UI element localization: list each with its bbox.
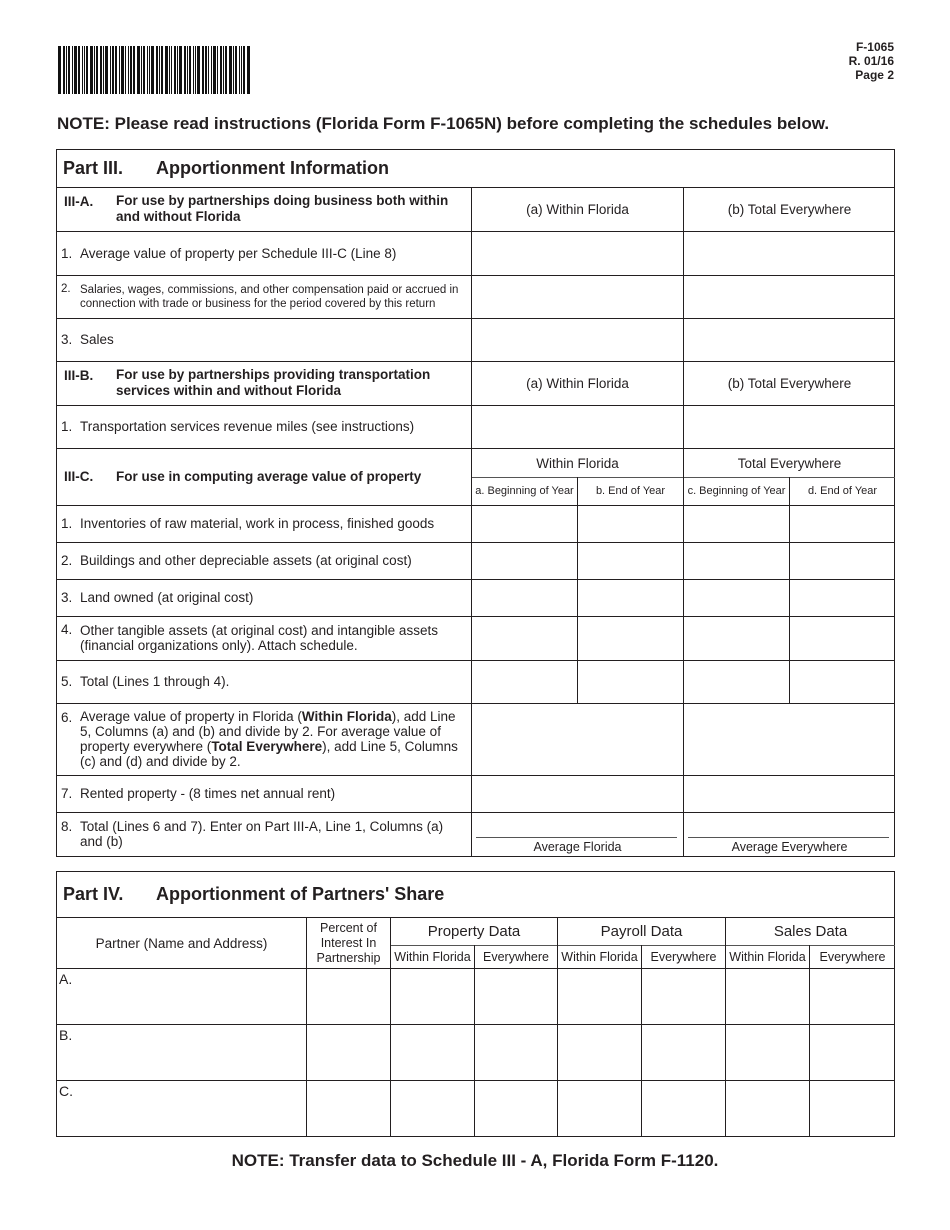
field-3c-3-d[interactable] — [790, 580, 895, 616]
col-percent-interest: Percent of Interest In Partnership — [316, 920, 381, 965]
part4-heading — [63, 872, 444, 917]
field-3c-7-everywhere[interactable] — [684, 776, 895, 812]
barcode-bar — [66, 46, 67, 94]
barcode-bar — [94, 46, 95, 94]
barcode-bar — [220, 46, 222, 94]
col-3c-within-florida: Within Florida — [536, 455, 619, 471]
field-3b-1-within[interactable] — [472, 406, 683, 448]
barcode-bar — [208, 46, 209, 94]
barcode-bar — [90, 46, 93, 94]
barcode-bar — [187, 46, 188, 94]
barcode-bar — [78, 46, 80, 94]
line-3a-2: 2. Salaries, wages, commissions, and other compensation paid or accrued in connection with trade or business for the period covered by this return — [61, 283, 459, 310]
col-payroll-within: Within Florida — [561, 949, 638, 964]
barcode-bar — [130, 46, 132, 94]
col-property-everywhere: Everywhere — [483, 949, 549, 964]
barcode-bar — [82, 46, 83, 94]
field-3c-1-d[interactable] — [790, 506, 895, 542]
field-3c-4-b[interactable] — [578, 617, 683, 660]
col-3b-within-florida: (a) Within Florida — [526, 375, 629, 391]
part3-label: Part III. — [63, 158, 124, 178]
barcode-bar — [74, 46, 77, 94]
page-number: Page 2 — [855, 68, 894, 82]
line-3c-2: 2. Buildings and other depreciable assets (at original cost) — [61, 553, 412, 568]
barcode-bar — [202, 46, 204, 94]
barcode-bar — [233, 46, 234, 94]
line-3a-3: 3. Sales — [61, 332, 114, 347]
field-3a-3-within[interactable] — [472, 319, 683, 361]
field-3c-5-b[interactable] — [578, 661, 683, 703]
note-top: NOTE: Please read instructions (Florida Form F-1065N) before completing the schedules below. — [57, 114, 830, 133]
barcode-bar — [86, 46, 88, 94]
barcode-bar — [235, 46, 237, 94]
note-bottom: NOTE: Transfer data to Schedule III - A, Florida Form F-1120. — [231, 1151, 719, 1170]
partner-a-name-field[interactable] — [78, 969, 306, 1024]
field-3a-2-everywhere[interactable] — [684, 276, 895, 318]
section-3b-title: For use by partnerships providing transportation services within and without Florida — [116, 367, 431, 398]
line-3c-7: 7. Rented property - (8 times net annual rent) — [61, 786, 336, 801]
barcode-bar — [68, 46, 70, 94]
field-3c-2-a[interactable] — [472, 543, 577, 579]
field-3a-2-within[interactable] — [472, 276, 683, 318]
section-3b-header — [64, 361, 468, 405]
field-3c-3-c[interactable] — [684, 580, 789, 616]
partner-c-percent-field[interactable] — [307, 1081, 390, 1136]
barcode-bar — [100, 46, 102, 94]
barcode-bar — [197, 46, 200, 94]
field-3c-4-d[interactable] — [790, 617, 895, 660]
field-3c-4-c[interactable] — [684, 617, 789, 660]
part4-title: Apportionment of Partners' Share — [156, 884, 445, 904]
barcode-bar — [241, 46, 242, 94]
barcode-bar — [141, 46, 142, 94]
part4-label: Part IV. — [63, 884, 124, 904]
barcode-bar — [103, 46, 104, 94]
barcode-bar — [119, 46, 120, 94]
barcode-bar — [211, 46, 212, 94]
barcode-bar — [58, 46, 61, 94]
barcode-bar — [165, 46, 168, 94]
field-3c-2-d[interactable] — [790, 543, 895, 579]
barcode-bar — [184, 46, 186, 94]
col-3a-total-everywhere: (b) Total Everywhere — [727, 201, 852, 217]
partner-row-label-a: A. — [59, 971, 73, 987]
field-3c-3-b[interactable] — [578, 580, 683, 616]
barcode-bar — [174, 46, 176, 94]
barcode-bar — [159, 46, 160, 94]
barcode-bar — [143, 46, 145, 94]
barcode-bar — [133, 46, 135, 94]
form-identifier — [849, 40, 894, 82]
partner-b-percent-field[interactable] — [307, 1025, 390, 1080]
col-3c-d-end: d. End of Year — [807, 485, 878, 497]
partner-b-name-field[interactable] — [78, 1025, 306, 1080]
partner-c-name-field[interactable] — [78, 1081, 306, 1136]
barcode-bar — [247, 46, 250, 94]
barcode-bar — [213, 46, 216, 94]
barcode-bar — [205, 46, 207, 94]
field-3c-3-a[interactable] — [472, 580, 577, 616]
section-3c-title: For use in computing average value of property — [116, 468, 422, 484]
col-3c-b-end: b. End of Year — [595, 485, 666, 497]
label-average-florida: Average Florida — [533, 839, 622, 854]
col-3c-c-beginning: c. Beginning of Year — [687, 485, 786, 497]
field-3c-6-within[interactable] — [472, 704, 683, 775]
field-3c-5-c[interactable] — [684, 661, 789, 703]
line-3a-1: 1. Average value of property per Schedule III-C (Line 8) — [61, 245, 397, 261]
barcode-bar — [121, 46, 124, 94]
col-sales-everywhere: Everywhere — [819, 949, 886, 964]
field-3c-5-d[interactable] — [790, 661, 895, 703]
barcode-bar — [110, 46, 111, 94]
line-3c-5: 5. Total (Lines 1 through 4). — [61, 674, 230, 689]
field-3c-5-a[interactable] — [472, 661, 577, 703]
field-3b-1-everywhere[interactable] — [684, 406, 895, 448]
col-property-within: Within Florida — [394, 949, 471, 964]
barcode-bar — [137, 46, 140, 94]
barcode-bar — [169, 46, 170, 94]
barcode-bar — [161, 46, 163, 94]
barcode-bar — [193, 46, 194, 94]
col-sales-data: Sales Data — [773, 923, 848, 940]
col-sales-within: Within Florida — [729, 949, 806, 964]
field-3c-2-c[interactable] — [684, 543, 789, 579]
barcode-bar — [147, 46, 148, 94]
line-3c-4: 4. Other tangible assets (at original cost) and intangible assets (financial organizations only). Attach schedule. — [61, 622, 438, 653]
barcode-bar — [195, 46, 196, 94]
col-property-data: Property Data — [427, 923, 521, 940]
field-3c-4-a[interactable] — [472, 617, 577, 660]
barcode — [58, 46, 290, 94]
field-3c-8-everywhere[interactable] — [684, 813, 895, 837]
col-3b-total-everywhere: (b) Total Everywhere — [727, 375, 852, 391]
barcode-bar — [223, 46, 224, 94]
section-3b-code: III-B. — [64, 368, 94, 383]
partner-row-label-c: C. — [59, 1083, 73, 1099]
col-3a-within-florida: (a) Within Florida — [526, 201, 629, 217]
barcode-bar — [217, 46, 218, 94]
col-partner-name: Partner (Name and Address) — [95, 935, 268, 951]
barcode-bar — [96, 46, 98, 94]
barcode-bar — [243, 46, 245, 94]
field-3c-6-everywhere[interactable] — [684, 704, 895, 775]
barcode-bar — [189, 46, 191, 94]
field-3a-1-everywhere[interactable] — [684, 232, 895, 275]
form-number: F-1065 — [855, 40, 894, 54]
col-payroll-data: Payroll Data — [600, 923, 683, 940]
line-3b-1: 1. Transportation services revenue miles (see instructions) — [61, 419, 415, 434]
field-3c-7-within[interactable] — [472, 776, 683, 812]
section-3c-header — [64, 448, 468, 505]
label-average-everywhere: Average Everywhere — [731, 839, 848, 854]
barcode-bar — [63, 46, 65, 94]
field-3a-1-within[interactable] — [472, 232, 683, 275]
barcode-bar — [177, 46, 178, 94]
barcode-bar — [179, 46, 182, 94]
line-3c-3: 3. Land owned (at original cost) — [61, 590, 254, 605]
barcode-bar — [115, 46, 117, 94]
barcode-bar — [125, 46, 126, 94]
section-3a-header — [64, 187, 468, 231]
barcode-bar — [128, 46, 129, 94]
col-3c-a-beginning: a. Beginning of Year — [475, 485, 574, 497]
field-3a-3-everywhere[interactable] — [684, 319, 895, 361]
line-3c-8: 8. Total (Lines 6 and 7). Enter on Part III-A, Line 1, Columns (a) and (b) — [61, 819, 444, 849]
line-3c-6: 6. Average value of property in Florida (Within Florida), add Line 5, Columns (a) and (b) and divide by 2. For average value of property everywhere (Total Everywhere), add Line 5, Columns (c) and (d) and divide by 2. — [61, 709, 458, 769]
barcode-bar — [72, 46, 73, 94]
field-3c-1-c[interactable] — [684, 506, 789, 542]
barcode-bar — [239, 46, 240, 94]
barcode-bar — [229, 46, 232, 94]
partner-row-label-b: B. — [59, 1027, 73, 1043]
line-3c-1: 1. Inventories of raw material, work in process, finished goods — [61, 516, 435, 531]
barcode-bar — [171, 46, 172, 94]
field-3c-1-b[interactable] — [578, 506, 683, 542]
section-3a-title: For use by partnerships doing business both within and without Florida — [116, 193, 449, 224]
barcode-bar — [112, 46, 114, 94]
barcode-bar — [84, 46, 85, 94]
col-3c-total-everywhere: Total Everywhere — [737, 455, 842, 471]
partner-a-percent-field[interactable] — [307, 969, 390, 1024]
field-3c-2-b[interactable] — [578, 543, 683, 579]
barcode-bar — [156, 46, 158, 94]
barcode-bar — [149, 46, 150, 94]
part3-heading — [63, 150, 389, 187]
field-3c-8-within[interactable] — [472, 813, 683, 837]
field-3c-1-a[interactable] — [472, 506, 577, 542]
col-payroll-everywhere: Everywhere — [650, 949, 717, 964]
barcode-bar — [151, 46, 154, 94]
section-3c-code: III-C. — [64, 469, 94, 484]
section-3a-code: III-A. — [64, 194, 94, 209]
barcode-bar — [225, 46, 227, 94]
barcode-bar — [105, 46, 108, 94]
form-revision: R. 01/16 — [848, 54, 894, 68]
part3-title: Apportionment Information — [156, 158, 389, 178]
